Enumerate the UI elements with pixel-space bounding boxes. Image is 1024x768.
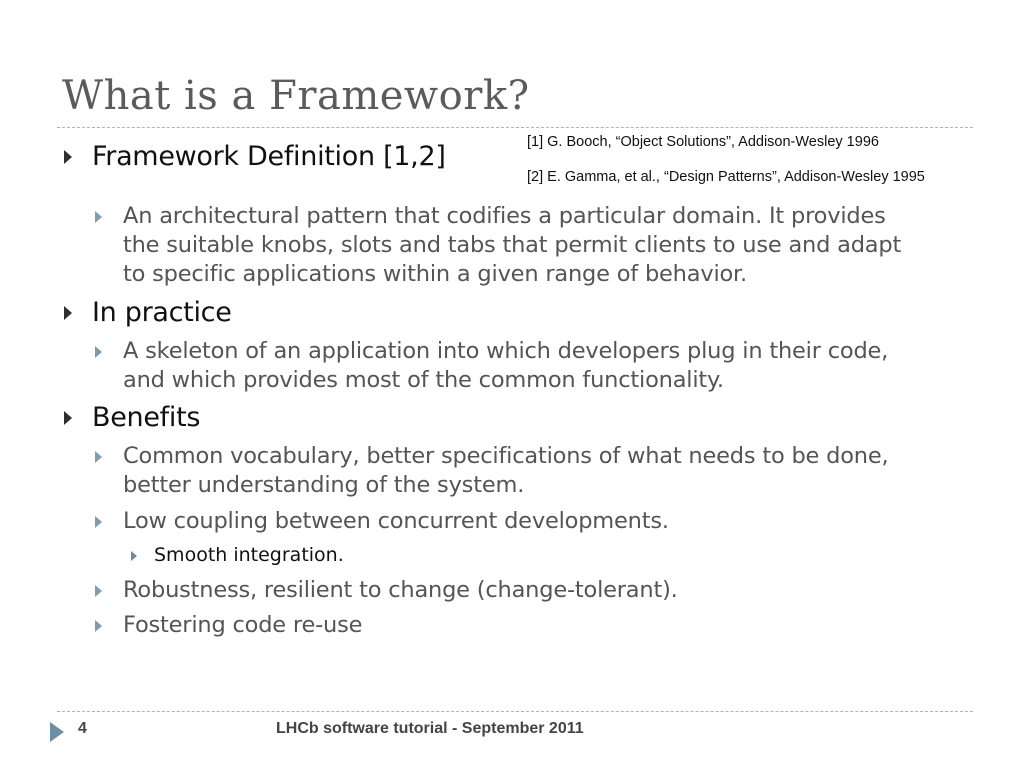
sub-bullet-line: and which provides most of the common functionality. (123, 367, 724, 393)
sub-bullet-triangle-icon (95, 346, 102, 358)
bullet-heading: Framework Definition [1,2] (92, 141, 446, 172)
sub-bullet-triangle-icon (95, 211, 102, 223)
sub-bullet-line: A skeleton of an application into which developers plug in their code, (123, 338, 889, 364)
sub-bullet-line: Common vocabulary, better specifications of what needs to be done, (123, 443, 889, 469)
bullet-heading: Benefits (92, 402, 201, 433)
sub-bullet-line: to specific applications within a given range of behavior. (123, 261, 747, 287)
sub-bullet-triangle-icon (95, 516, 102, 528)
page-number: 4 (78, 720, 87, 737)
sub-bullet-line: better understanding of the system. (123, 472, 525, 498)
sub-bullet-line: An architectural pattern that codifies a particular domain. It provides (123, 203, 886, 229)
sub-bullet-triangle-icon (95, 451, 102, 463)
footer-divider (57, 711, 973, 712)
bullet-triangle-icon (64, 411, 72, 425)
sub-bullet-triangle-icon (95, 585, 102, 597)
footer-text: LHCb software tutorial - September 2011 (276, 720, 584, 737)
bullet-triangle-icon (64, 150, 72, 164)
sub-bullet-line: Low coupling between concurrent developments. (123, 508, 669, 534)
bullet-heading: In practice (92, 297, 232, 328)
footer-arrow-icon (50, 722, 64, 742)
sub-bullet-line: the suitable knobs, slots and tabs that permit clients to use and adapt (123, 232, 902, 258)
bullet-triangle-icon (64, 306, 72, 320)
sub-sub-bullet-line: Smooth integration. (154, 544, 344, 566)
slide-title: What is a Framework? (62, 73, 530, 119)
references (527, 132, 925, 202)
reference-1: [1] G. Booch, “Object Solutions”, Addison-Wesley 1996 (527, 134, 879, 150)
sub-bullet-triangle-icon (95, 620, 102, 632)
reference-2: [2] E. Gamma, et al., “Design Patterns”, Addison-Wesley 1995 (527, 169, 925, 185)
sub-bullet-line: Robustness, resilient to change (change-tolerant). (123, 577, 678, 603)
sub-sub-bullet-triangle-icon (131, 551, 137, 561)
title-divider (57, 127, 973, 128)
sub-bullet-line: Fostering code re-use (123, 612, 363, 638)
